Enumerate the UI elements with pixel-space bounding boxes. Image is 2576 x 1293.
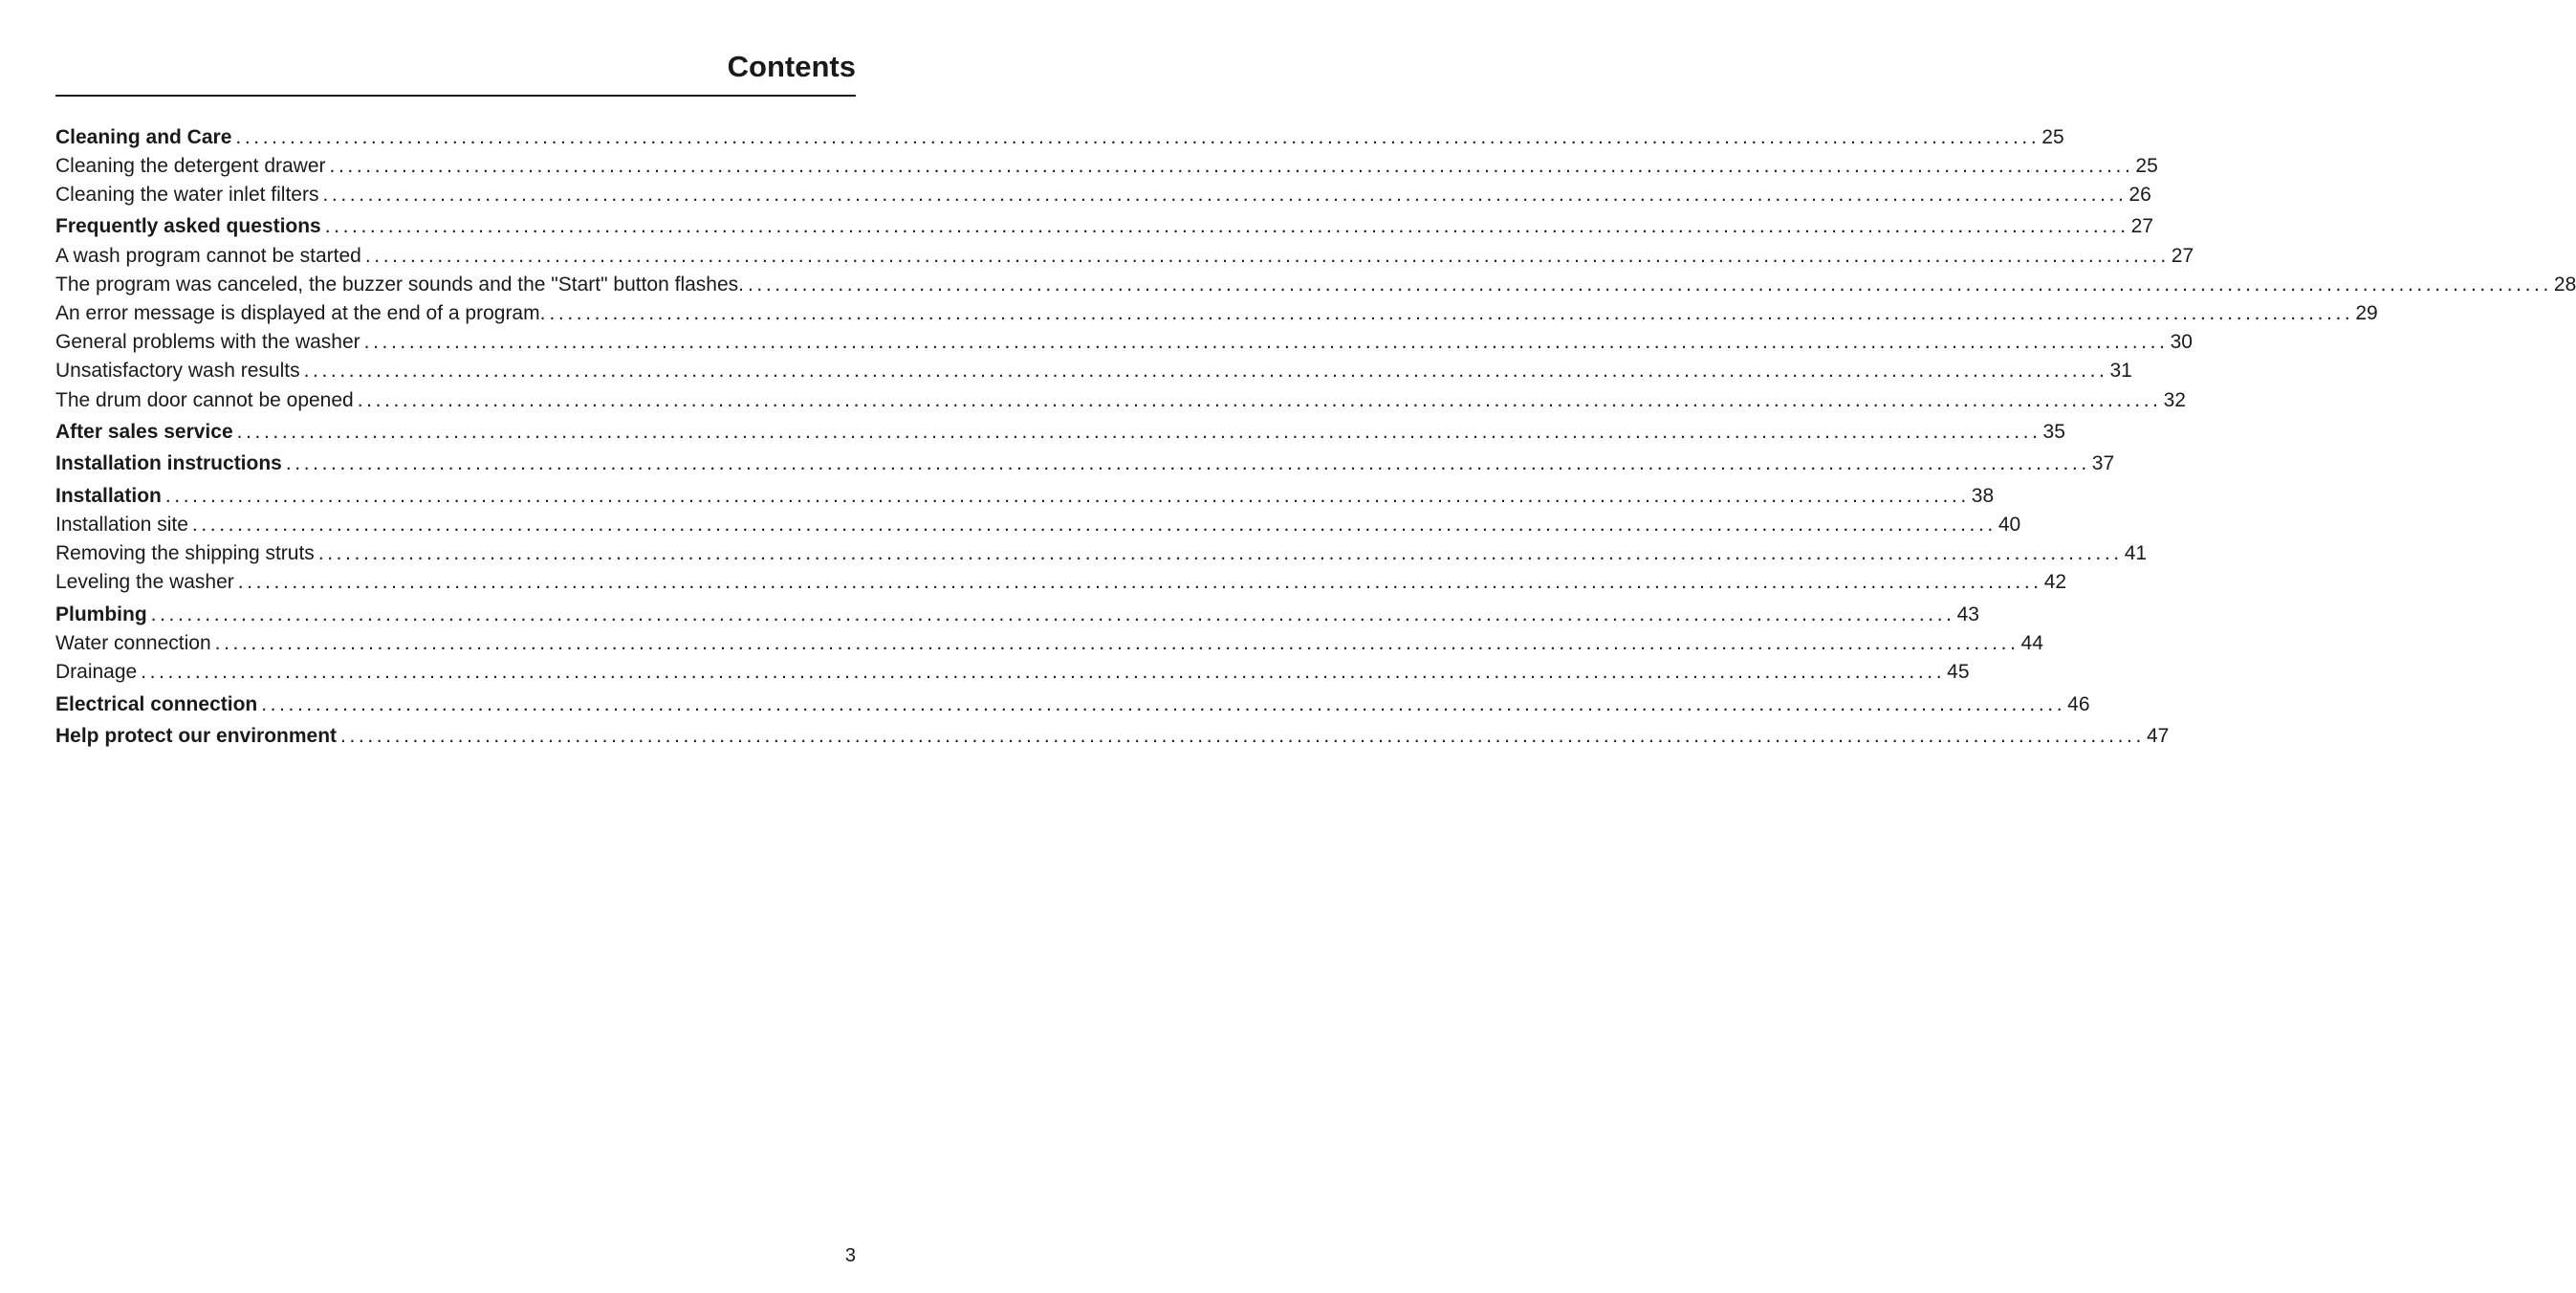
toc-entry-water-connection[interactable] (55, 629, 2043, 658)
toc-entry-plumbing[interactable] (55, 601, 1979, 629)
toc-entry-label: Installation site (55, 514, 188, 536)
toc-entry-label: An error message is displayed at the end of a program. (55, 302, 546, 324)
toc-entry-label: Help protect our environment (55, 725, 338, 747)
toc-entry-installation[interactable] (55, 482, 1995, 511)
toc-dot-leader: ........................................................................................................................................................................................................ (363, 331, 2169, 353)
toc-entry-page: 46 (2067, 693, 2090, 715)
toc-entry-wash-program-cannot-start[interactable] (55, 242, 2194, 271)
toc-entry-page: 28 (2553, 274, 2576, 296)
toc-entry-help-protect-environment[interactable] (55, 722, 2170, 751)
toc-dot-leader: ........................................................................................................................................................................................................ (285, 452, 2090, 474)
toc-entry-page: 37 (2091, 452, 2115, 474)
toc-entry-removing-shipping-struts[interactable] (55, 539, 2148, 568)
toc-entry-label: Cleaning the detergent drawer (55, 155, 326, 177)
toc-entry-page: 32 (2163, 389, 2186, 411)
toc-dot-leader: ........................................................................................................................................................................................................ (322, 184, 2128, 206)
toc-dot-leader: ........................................................................................................................................................................................................ (150, 603, 1955, 625)
toc-entry-page: 40 (1997, 514, 2021, 536)
toc-entry-page: 30 (2170, 331, 2193, 353)
toc-entry-drum-door-cannot-open[interactable] (55, 386, 2186, 415)
toc-dot-leader: ........................................................................................................................................................................................................ (329, 155, 2134, 177)
toc-entry-page: 31 (2109, 360, 2132, 382)
toc-entry-page: 35 (2042, 421, 2065, 443)
toc-entry-label: The program was canceled, the buzzer sounds and the "Start" button flashes. (55, 274, 744, 296)
toc-entry-page: 29 (2355, 302, 2378, 324)
toc-entry-page: 42 (2043, 571, 2067, 593)
toc-entry-page: 47 (2146, 725, 2170, 747)
toc-entry-label: General problems with the washer (55, 331, 360, 353)
toc-entry-label: Drainage (55, 661, 138, 683)
toc-entry-label: Cleaning the water inlet filters (55, 184, 319, 206)
toc-dot-leader: ........................................................................................................................................................................................................ (303, 360, 2108, 382)
toc-entry-cleaning-water-inlet-filters[interactable] (55, 181, 2151, 209)
toc-entry-leveling-washer[interactable] (55, 568, 2067, 597)
toc-entry-page: 25 (2041, 126, 2064, 148)
toc-entry-installation-site[interactable] (55, 511, 2021, 539)
toc-entry-program-canceled[interactable] (55, 271, 2576, 299)
page-title: Contents (727, 50, 856, 83)
toc-entry-label: Electrical connection (55, 693, 258, 715)
toc-entry-label: A wash program cannot be started (55, 245, 361, 267)
toc-entry-label: Installation instructions (55, 452, 282, 474)
toc-dot-leader: ........................................................................................................................................................................................................ (364, 245, 2170, 267)
toc-entry-label: Leveling the washer (55, 571, 234, 593)
toc-entry-page: 26 (2128, 184, 2151, 206)
toc-dot-leader: ........................................................................................................................................................................................................ (141, 661, 1946, 683)
toc-entry-cleaning-detergent-drawer[interactable] (55, 152, 2158, 181)
toc-dot-leader: ........................................................................................................................................................................................................ (324, 215, 2129, 237)
toc-dot-leader: ........................................................................................................................................................................................................ (164, 485, 1970, 507)
toc-entry-page: 43 (1956, 603, 1979, 625)
toc-entry-label: Water connection (55, 632, 211, 654)
toc-entry-page: 44 (2020, 632, 2043, 654)
toc-entry-label: After sales service (55, 421, 233, 443)
toc-entry-general-problems[interactable] (55, 328, 2193, 357)
toc-entry-label: Unsatisfactory wash results (55, 360, 300, 382)
toc-entry-label: Cleaning and Care (55, 126, 232, 148)
toc-dot-leader: ........................................................................................................................................................................................................ (214, 632, 2019, 654)
toc-dot-leader: ........................................................................................................................................................................................................ (237, 571, 2042, 593)
toc-entry-unsatisfactory-wash-results[interactable] (55, 357, 2132, 385)
page-number: 3 (844, 1245, 856, 1266)
toc-entry-after-sales-service[interactable] (55, 418, 2065, 447)
toc-entry-page: 38 (1971, 485, 1995, 507)
toc-entry-error-message-displayed[interactable] (55, 299, 2378, 328)
toc-entry-drainage[interactable] (55, 658, 1970, 687)
toc-dot-leader: ........................................................................................................................................................................................................ (340, 725, 2145, 747)
toc-entry-frequently-asked-questions[interactable] (55, 212, 2154, 241)
toc-entry-label: Installation (55, 485, 162, 507)
toc-entry-page: 27 (2130, 215, 2154, 237)
toc-dot-leader: ........................................................................................................................................................................................................ (236, 421, 2041, 443)
toc-dot-leader: ........................................................................................................................................................................................................ (191, 514, 1997, 536)
toc-dot-leader: ........................................................................................................................................................................................................ (317, 542, 2123, 564)
toc-entry-label: Plumbing (55, 603, 147, 625)
toc-entry-label: Frequently asked questions (55, 215, 321, 237)
toc-entry-page: 45 (1947, 661, 1970, 683)
toc-dot-leader: ........................................................................................................................................................................................................ (235, 126, 2041, 148)
toc-dot-leader: ........................................................................................................................................................................................................ (748, 274, 2552, 296)
toc-dot-leader: ........................................................................................................................................................................................................ (549, 302, 2354, 324)
toc-entry-installation-instructions[interactable] (55, 449, 2115, 478)
toc-entry-label: The drum door cannot be opened (55, 389, 354, 411)
toc-entry-page: 41 (2124, 542, 2148, 564)
toc-dot-leader: ........................................................................................................................................................................................................ (261, 693, 2066, 715)
table-of-contents (55, 0, 2576, 1293)
toc-entry-label: Removing the shipping struts (55, 542, 315, 564)
toc-dot-leader: ........................................................................................................................................................................................................ (357, 389, 2162, 411)
toc-entry-cleaning-and-care[interactable] (55, 123, 2064, 152)
toc-entry-electrical-connection[interactable] (55, 690, 2090, 719)
toc-entry-page: 27 (2171, 245, 2194, 267)
toc-entry-page: 25 (2135, 155, 2158, 177)
